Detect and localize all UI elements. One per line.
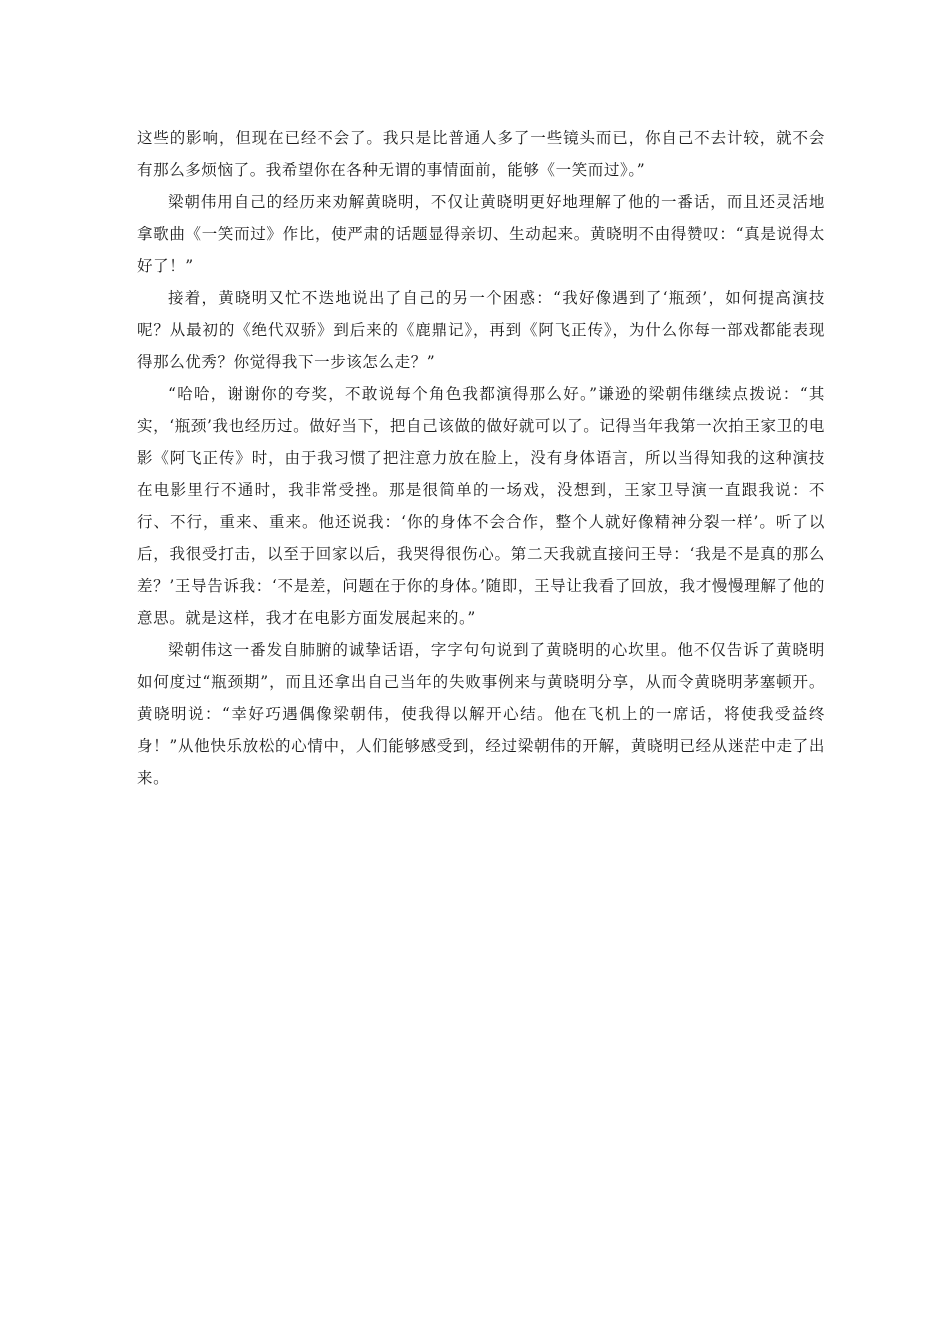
paragraph-1: 这些的影响，但现在已经不会了。我只是比普通人多了一些镜头而已，你自己不去计较，就不会有那么多烦恼了。我希望你在各种无谓的事情面前，能够《一笑而过》。”	[137, 129, 825, 179]
paragraph-5: 梁朝伟这一番发自肺腑的诚挚话语，字字句句说到了黄晓明的心坎里。他不仅告诉了黄晓明如何度过“瓶颈期”，而且还拿出自己当年的失败事例来与黄晓明分享，从而令黄晓明茅塞顿开。黄晓明说：“幸好巧遇偶像梁朝伟，使我得以解开心结。他在飞机上的一席话，将使我受益终身！”从他快乐放松的心情中，人们能够感受到，经过梁朝伟的开解，黄晓明已经从迷茫中走了出来。	[137, 641, 825, 787]
article-body	[137, 122, 825, 794]
paragraph-3: 接着，黄晓明又忙不迭地说出了自己的另一个困惑：“我好像遇到了‘瓶颈’，如何提高演技呢？从最初的《绝代双骄》到后来的《鹿鼎记》，再到《阿飞正传》，为什么你每一部戏都能表现得那么优秀？你觉得我下一步该怎么走？”	[137, 289, 825, 371]
paragraph-2: 梁朝伟用自己的经历来劝解黄晓明，不仅让黄晓明更好地理解了他的一番话，而且还灵活地拿歌曲《一笑而过》作比，使严肃的话题显得亲切、生动起来。黄晓明不由得赞叹：“真是说得太好了！”	[137, 193, 825, 275]
paragraph-4: “哈哈，谢谢你的夸奖，不敢说每个角色我都演得那么好。”谦逊的梁朝伟继续点拨说：“其实，‘瓶颈’我也经历过。做好当下，把自己该做的做好就可以了。记得当年我第一次拍王家卫的电影《阿飞正传》时，由于我习惯了把注意力放在脸上，没有身体语言，所以当得知我的这种演技在电影里行不通时，我非常受挫。那是很简单的一场戏，没想到，王家卫导演一直跟我说：不行、不行，重来、重来。他还说我：‘你的身体不会合作，整个人就好像精神分裂一样’。听了以后，我很受打击，以至于回家以后，我哭得很伤心。第二天我就直接问王导：‘我是不是真的那么差？’王导告诉我：‘不是差，问题在于你的身体。’随即，王导让我看了回放，我才慢慢理解了他的意思。就是这样，我才在电影方面发展起来的。”	[137, 385, 825, 627]
